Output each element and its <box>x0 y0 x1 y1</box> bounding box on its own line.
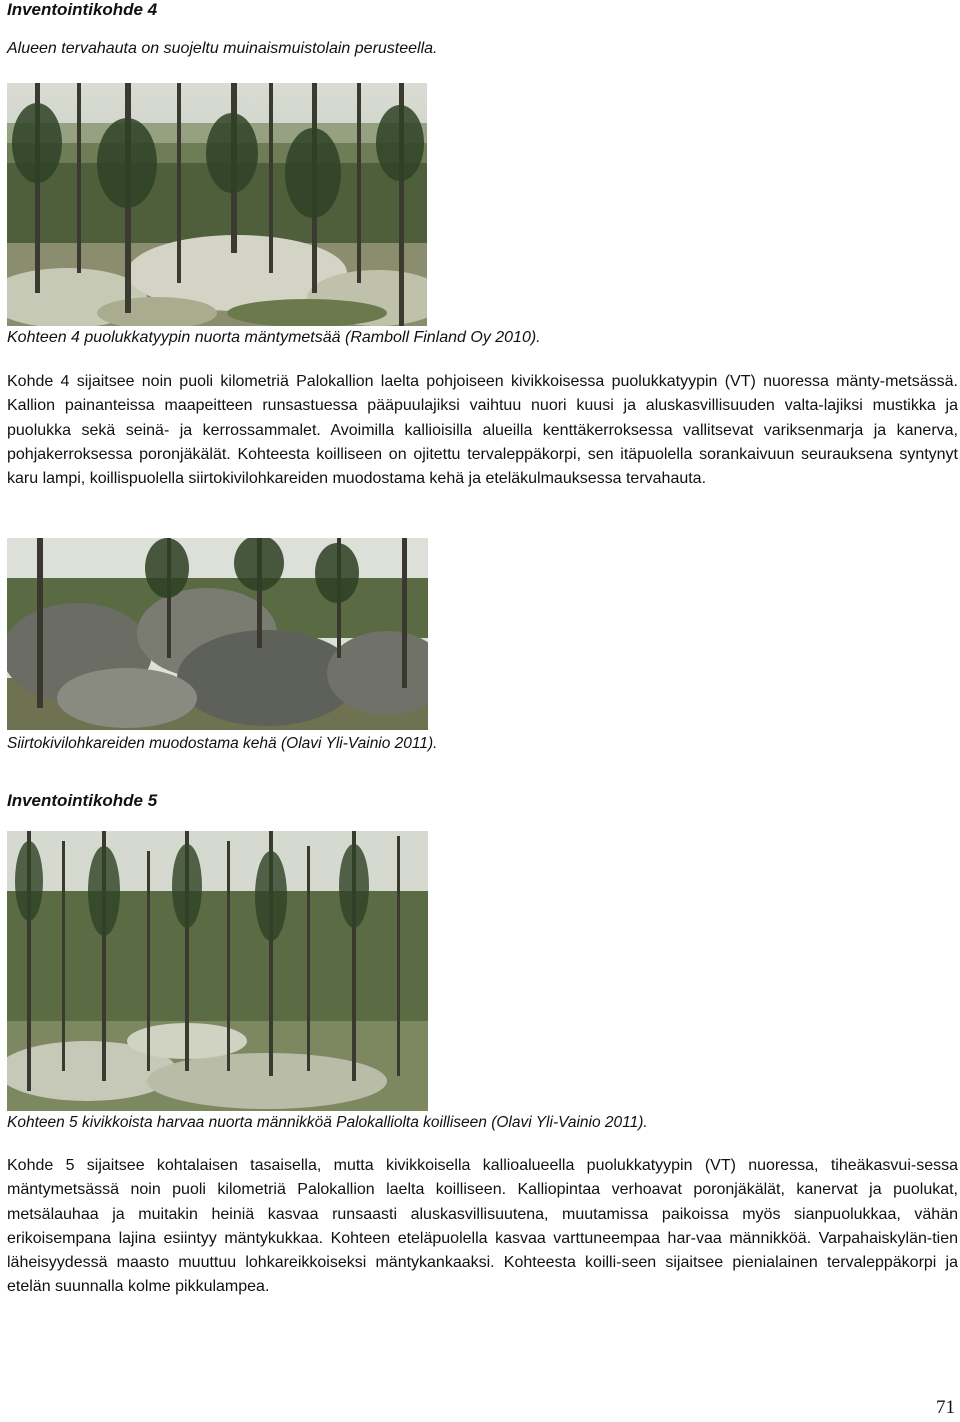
photo3-caption: Kohteen 5 kivikkoista harvaa nuorta männikköä Palokalliolta koilliseen (Olavi Yli-Vainio 2011). <box>7 1114 648 1131</box>
photo1-caption: Kohteen 4 puolukkatyypin nuorta mäntymetsää (Ramboll Finland Oy 2010). <box>7 329 541 346</box>
section4-description: Kohde 4 sijaitsee noin puoli kilometriä Palokallion laelta pohjoiseen kivikkoisessa puolukkatyypin (VT) nuoressa mänty-metsässä. Kallion painanteissa maapeitteen runsastuessa pääpuulajiksi vaihtuu nuori kuusi ja aluskasvillisuuden valta-lajiksi mustikka ja puolukka sekä seinä- ja kerrossammalet. Avoimilla kallioisilla alueilla kenttäkerroksessa vallitsevat variksenmarja ja kanerva, pohjakerroksessa poronjäkälät. Kohteesta koilliseen on ojitettu tervaleppäkorpi, sen itäpuolella sorankaivuun seurauksena syntynyt karu lampi, koillispuolella siirtokivilohkareiden muodostama kehä ja eteläkulmauksessa tervahauta. <box>7 373 958 488</box>
photo2-caption: Siirtokivilohkareiden muodostama kehä (Olavi Yli-Vainio 2011). <box>7 735 438 752</box>
section5-heading: Inventointikohde 5 <box>7 791 158 810</box>
section4-heading: Inventointikohde 4 <box>7 0 158 19</box>
photo-pine-forest-site4 <box>7 83 427 326</box>
photo-sparse-pine-site5 <box>7 831 428 1111</box>
page-number: 71 <box>936 1397 955 1418</box>
section4-protection-note: Alueen tervahauta on suojeltu muinaismuistolain perusteella. <box>7 40 438 57</box>
photo-boulder-ring <box>7 538 428 730</box>
section5-description: Kohde 5 sijaitsee kohtalaisen tasaisella, mutta kivikkoisella kallioalueella puolukkatyypin (VT) nuoressa, tiheäkasvui-sessa mäntymetsässä noin puoli kilometriä Palokallion laelta koilliseen. Kalliopintaa verhoavat poronjäkälät, kanervat ja puolukat, metsälauhaa ja muitakin heiniä kasvaa runsaasti aluskasvillisuutena, muutamissa paikoissa myös sianpuolukkaa, vähän erikoisempana lajina esiintyy mäntykukkaa. Kohteen eteläpuolella kasvaa varttuneempaa har-vaa männikköä. Varpahaiskylän-tien läheisyydessä maasto muuttuu lohkareikkoiseksi mäntykankaaksi. Kohteesta koilli-seen sijaitsee pienialainen tervaleppäkorpi ja etelän suunnalla kolme pikkulampea. <box>7 1157 958 1296</box>
